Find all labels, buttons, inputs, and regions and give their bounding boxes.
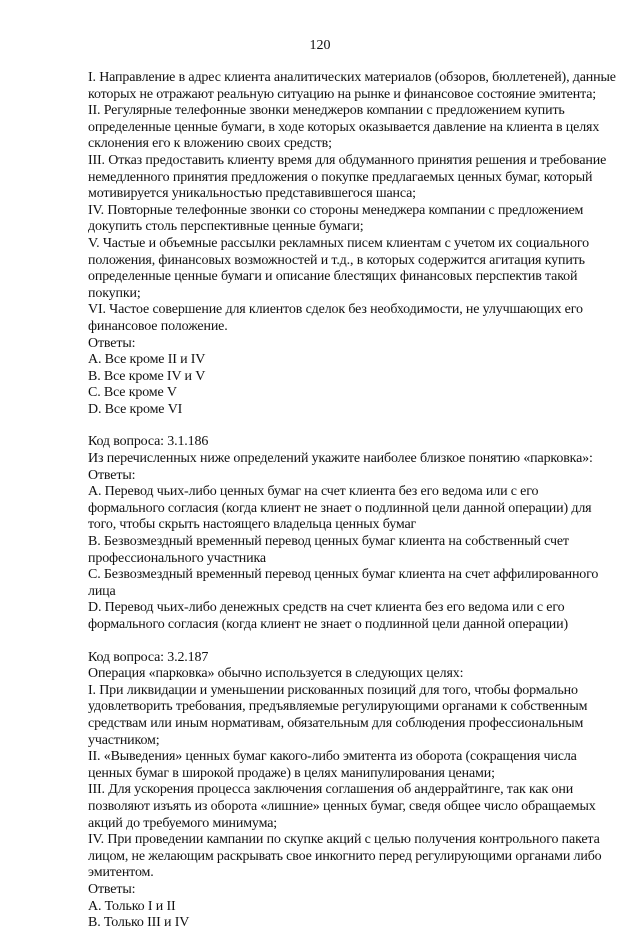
question-block-186: [88, 434, 599, 633]
text-line: лицом, не желающим раскрывать свое инкогнито перед регулирующими органами либо: [88, 848, 602, 864]
answers-heading: Ответы:: [88, 335, 136, 351]
text-line: эмитентом.: [88, 865, 154, 881]
question-block-185-tail: [88, 70, 616, 418]
text-line: ценных бумаг в широкой продаже) в целях манипулирования ценами;: [88, 765, 495, 781]
text-line: формального согласия (когда клиент не знает о подлинной цели данной операции) для: [88, 500, 592, 516]
text-line: того, чтобы скрыть настоящего владельца ценных бумаг: [88, 517, 417, 533]
question-text: Из перечисленных ниже определений укажите наиболее близкое понятию «парковка»:: [88, 451, 593, 467]
text-line: V. Частые и объемные рассылки рекламных писем клиентам с учетом их социального: [88, 235, 589, 251]
text-line: II. «Выведения» ценных бумаг какого-либо эмитента из оборота (сокращения числа: [88, 749, 577, 765]
answers-heading: Ответы:: [88, 467, 136, 483]
text-line: лица: [88, 583, 116, 599]
text-line: докупить столь перспективные ценные бумаги;: [88, 219, 364, 235]
answer-option: A. Только I и II: [88, 898, 176, 914]
page-content: [88, 70, 616, 932]
text-line: II. Регулярные телефонные звонки менеджеров компании с предложением купить: [88, 103, 565, 119]
block-spacer: [88, 418, 588, 434]
text-line: покупки;: [88, 285, 141, 301]
text-line: участником;: [88, 732, 160, 748]
text-line: удовлетворить требования, предъявляемые регулирующими органами к собственным: [88, 699, 588, 715]
answer-option: D. Перевод чьих-либо денежных средств на счет клиента без его ведома или с его: [88, 600, 565, 616]
question-block-187: [88, 649, 602, 932]
text-line: определенные ценные бумаги, в ходе которых оказывается давление на клиента в целях: [88, 119, 600, 135]
text-line: мотивируется уникальностью представившегося шанса;: [88, 186, 416, 202]
text-line: формального согласия (когда клиент не знает о подлинной цели данной операции): [88, 617, 568, 632]
answers-heading: Ответы:: [88, 881, 136, 897]
text-line: профессионального участника: [88, 550, 266, 566]
text-line: III. Отказ предоставить клиенту время для обдуманного принятия решения и требование: [88, 152, 607, 168]
answer-option: B. Безвозмездный временный перевод ценных бумаг клиента на собственный счет: [88, 534, 569, 550]
text-line: немедленного принятия предложения о покупке предлагаемых ценных бумаг, который: [88, 169, 593, 185]
answer-option: D. Все кроме VI: [88, 401, 183, 417]
text-line: которых не отражают реальную ситуацию на рынке и финансовое состояние эмитента;: [88, 86, 597, 102]
text-line: I. Направление в адрес клиента аналитических материалов (обзоров, бюллетеней), данные: [88, 70, 616, 85]
text-line: III. Для ускорения процесса заключения соглашения об андеррайтинге, так как они: [88, 782, 574, 798]
text-line: средствам или иным нормативам, обязательным для соблюдения профессиональным: [88, 715, 584, 731]
answer-option: A. Все кроме II и IV: [88, 352, 206, 368]
block-spacer: [88, 634, 588, 650]
question-text: Операция «парковка» обычно используется в следующих целях:: [88, 666, 464, 682]
text-line: финансовое положение.: [88, 318, 228, 334]
text-line: акций до требуемого минимума;: [88, 815, 278, 831]
text-line: позволяют изъять из оборота «лишние» ценных бумаг, сведя общее число обращаемых: [88, 798, 596, 814]
answer-option: B. Только III и IV: [88, 915, 190, 931]
answer-option: B. Все кроме IV и V: [88, 368, 206, 384]
text-line: IV. При проведении кампании по скупке акций с целью получения контрольного пакета: [88, 832, 600, 848]
question-code: Код вопроса: 3.1.186: [88, 434, 209, 450]
question-code: Код вопроса: 3.2.187: [88, 649, 209, 665]
answer-option: C. Безвозмездный временный перевод ценных бумаг клиента на счет аффилированного: [88, 567, 599, 583]
text-line: VI. Частое совершение для клиентов сделок без необходимости, не улучшающих его: [88, 302, 583, 318]
text-line: IV. Повторные телефонные звонки со стороны менеджера компании с предложением: [88, 202, 584, 218]
answer-option: A. Перевод чьих-либо ценных бумаг на счет клиента без его ведома или с его: [88, 484, 539, 500]
text-line: положения, финансовых возможностей и т.д., в которых содержится агитация купить: [88, 252, 585, 268]
page-number: 120: [309, 38, 331, 53]
answer-option: C. Все кроме V: [88, 385, 177, 401]
text-line: склонения его к вложению своих средств;: [88, 136, 332, 152]
text-line: определенные ценные бумаги и описание блестящих финансовых перспектив такой: [88, 269, 578, 285]
text-line: I. При ликвидации и уменьшении рискованных позиций для того, чтобы формально: [88, 682, 578, 698]
